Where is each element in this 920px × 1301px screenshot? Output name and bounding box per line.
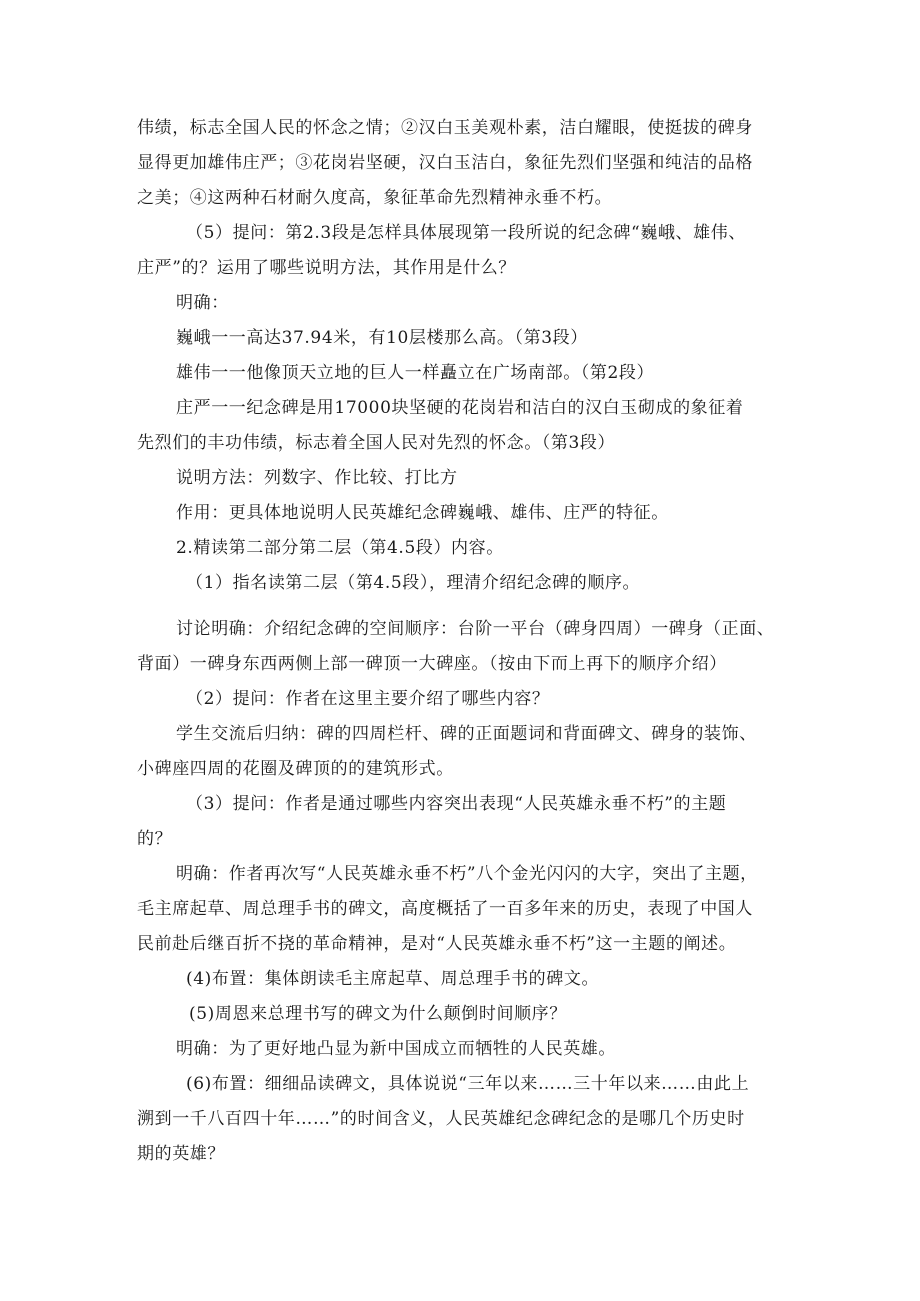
text-line: （1）指名读第二层（第4.5段），理清介绍纪念碑的顺序。 <box>186 573 641 593</box>
text-line: 背面）一碑身东西两侧上部一碑顶一大碑座。（按由下而上再下的顺序介绍） <box>137 654 727 674</box>
text-line: （2）提问：作者在这里主要介绍了哪些内容？ <box>186 689 550 709</box>
text-line: 明确：为了更好地凸显为新中国成立而牺牲的人民英雄。 <box>176 1039 616 1059</box>
text-line: 的？ <box>137 829 173 849</box>
text-line: 明确：作者再次写“人民英雄永垂不朽”八个金光闪闪的大字，突出了主题， <box>176 864 758 884</box>
text-line: 伟绩，标志全国人民的怀念之情；②汉白玉美观朴素，洁白耀眼，使挺拔的碑身 <box>137 118 753 138</box>
text-line: (6)布置：细细品读碑文，具体说说“三年以来……三十年以来……由此上 <box>186 1074 750 1094</box>
text-line: 学生交流后归纳：碑的四周栏杆、碑的正面题词和背面碑文、碑身的装饰、 <box>176 724 757 744</box>
text-line: （3）提问：作者是通过哪些内容突出表现“人民英雄永垂不朽”的主题 <box>186 794 727 814</box>
text-line: 小碑座四周的花圈及碑顶的的建筑形式。 <box>137 759 454 779</box>
text-line: 雄伟一一他像顶天立地的巨人一样矗立在广场南部。（第2段） <box>176 363 655 383</box>
text-line: 庄严”的？运用了哪些说明方法，其作用是什么？ <box>137 258 516 278</box>
text-line: 作用：更具体地说明人民英雄纪念碑巍峨、雄伟、庄严的特征。 <box>176 503 669 523</box>
text-line: 庄严一一纪念碑是用17000块坚硬的花岗岩和洁白的汉白玉砌成的象征着 <box>176 398 744 418</box>
text-line: 之美；④这两种石材耐久度高，象征革命先烈精神永垂不朽。 <box>137 188 613 208</box>
text-line: (4)布置：集体朗读毛主席起草、周总理手书的碑文。 <box>186 969 600 989</box>
text-line: 明确： <box>176 293 229 313</box>
text-line: （5）提问：第2.3段是怎样具体展现第一段所说的纪念碑“巍峨、雄伟、 <box>186 223 746 243</box>
text-line: 2.精读第二部分第二层（第4.5段）内容。 <box>176 538 504 558</box>
text-line: 毛主席起草、周总理手书的碑文，高度概括了一百多年来的历史，表现了中国人 <box>137 899 753 919</box>
text-line: 溯到一千八百四十年……”的时间含义，人民英雄纪念碑纪念的是哪几个历史时 <box>137 1109 745 1129</box>
text-line: 讨论明确：介绍纪念碑的空间顺序：台阶一平台（碑身四周）一碑身（正面、 <box>176 619 775 639</box>
text-line: (5)周恩来总理书写的碑文为什么颠倒时间顺序？ <box>189 1004 567 1024</box>
text-line: 期的英雄？ <box>137 1144 225 1164</box>
text-line: 先烈们的丰功伟绩，标志着全国人民对先烈的怀念。（第3段） <box>137 433 616 453</box>
text-line: 民前赴后继百折不挠的革命精神，是对“人民英雄永垂不朽”这一主题的阐述。 <box>137 934 737 954</box>
text-line: 显得更加雄伟庄严；③花岗岩坚硬，汉白玉洁白，象征先烈们坚强和纯洁的品格 <box>137 153 753 173</box>
text-line: 说明方法：列数字、作比较、打比方 <box>176 468 458 488</box>
text-line: 巍峨一一高达37.94米，有10层楼那么高。（第3段） <box>176 328 588 348</box>
